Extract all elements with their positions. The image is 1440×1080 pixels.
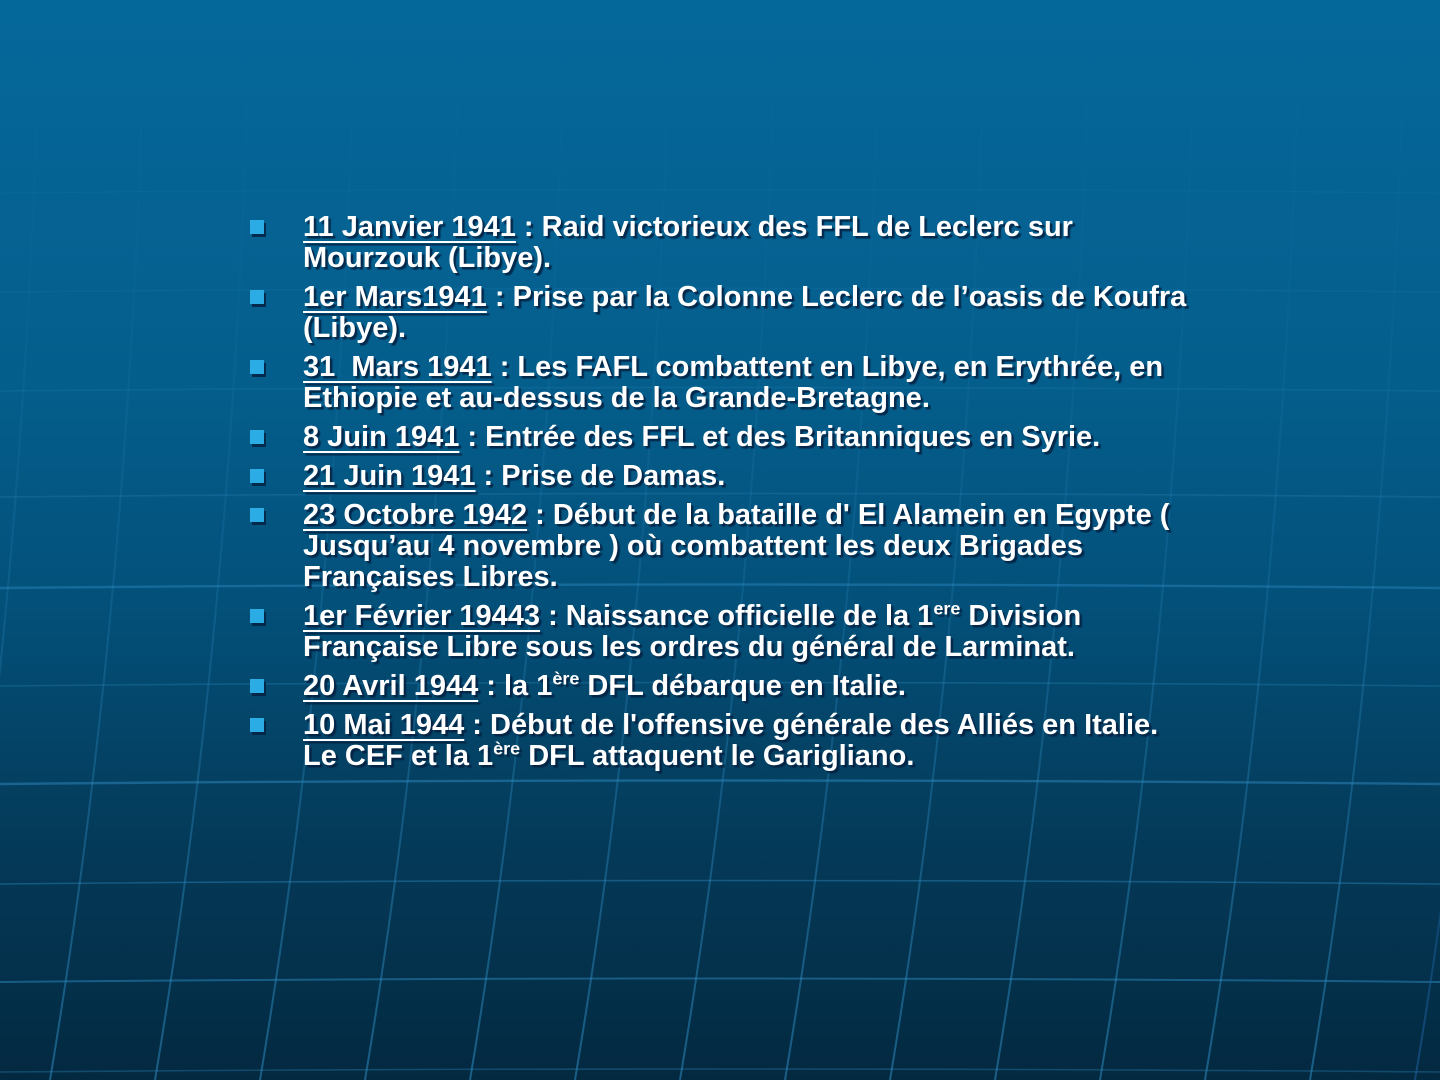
bullet-square-icon bbox=[250, 290, 264, 304]
list-item bbox=[250, 710, 1208, 772]
bullet-text bbox=[303, 668, 1208, 702]
bullet-text bbox=[303, 282, 1208, 344]
list-item bbox=[250, 668, 1208, 702]
bullet-square-icon bbox=[250, 508, 264, 522]
event-date: 31 Mars 1941 bbox=[303, 351, 492, 383]
list-item bbox=[250, 352, 1208, 414]
event-text: : Entrée des FFL et des Britanniques en Syrie. bbox=[459, 421, 1101, 453]
event-text: DFL attaquent le Garigliano. bbox=[520, 740, 915, 772]
list-item bbox=[250, 212, 1208, 274]
event-text: (Libye). bbox=[303, 312, 407, 344]
bullet-square-icon bbox=[250, 220, 264, 234]
event-text: : Début de la bataille d' El Alamein en Egypte ( bbox=[527, 499, 1170, 531]
event-date: 10 Mai 1944 bbox=[303, 709, 465, 741]
bullet-square-icon bbox=[250, 609, 264, 623]
event-text: : Raid victorieux des FFL de Leclerc sur bbox=[515, 211, 1073, 243]
event-date: 11 Janvier 1941 bbox=[303, 211, 516, 243]
list-item bbox=[250, 500, 1208, 593]
event-text: Le CEF et la 1 bbox=[303, 740, 494, 772]
event-text: : Prise de Damas. bbox=[475, 460, 726, 492]
event-text: : Début de l'offensive générale des Alliés en Italie. bbox=[464, 709, 1159, 741]
bullet-text bbox=[303, 710, 1208, 772]
bullet-square-icon bbox=[250, 360, 264, 374]
event-text: DFL débarque en Italie. bbox=[579, 670, 906, 702]
bullet-text bbox=[303, 598, 1208, 663]
event-date: 21 Juin 1941 bbox=[303, 460, 476, 492]
bullet-text bbox=[303, 500, 1208, 593]
bullet-text bbox=[303, 352, 1208, 414]
event-date: 1er Février 19443 bbox=[303, 600, 541, 632]
event-text: Division bbox=[960, 600, 1082, 632]
list-item bbox=[250, 461, 1208, 492]
event-text: : la 1 bbox=[478, 670, 553, 702]
event-text: Mourzouk (Libye). bbox=[303, 242, 552, 274]
event-text: : Naissance officielle de la 1 bbox=[540, 600, 934, 632]
bullet-square-icon bbox=[250, 430, 264, 444]
event-date: 8 Juin 1941 bbox=[303, 421, 460, 453]
list-item bbox=[250, 598, 1208, 663]
list-item bbox=[250, 422, 1208, 453]
bullet-list bbox=[250, 212, 1208, 780]
list-item bbox=[250, 282, 1208, 344]
bullet-square-icon bbox=[250, 679, 264, 693]
event-date: 1er Mars1941 bbox=[303, 281, 487, 313]
event-text: ère bbox=[493, 738, 521, 759]
event-text: ère bbox=[552, 668, 580, 689]
event-date: 20 Avril 1944 bbox=[303, 670, 479, 702]
event-text: Françaises Libres. bbox=[303, 561, 558, 593]
event-text: : Prise par la Colonne Leclerc de l’oasis de Koufra bbox=[486, 281, 1187, 313]
event-date: 23 Octobre 1942 bbox=[303, 499, 528, 531]
event-text: Française Libre sous les ordres du général de Larminat. bbox=[303, 631, 1075, 663]
bullet-square-icon bbox=[250, 718, 264, 732]
event-text: ere bbox=[933, 598, 961, 619]
bullet-text bbox=[303, 461, 1208, 492]
bullet-text bbox=[303, 212, 1208, 274]
bullet-text bbox=[303, 422, 1208, 453]
event-text: Jusqu’au 4 novembre ) où combattent les deux Brigades bbox=[303, 530, 1083, 562]
bullet-square-icon bbox=[250, 469, 264, 483]
event-text: : Les FAFL combattent en Libye, en Erythrée, en bbox=[491, 351, 1164, 383]
event-text: Ethiopie et au-dessus de la Grande-Bretagne. bbox=[303, 382, 930, 414]
